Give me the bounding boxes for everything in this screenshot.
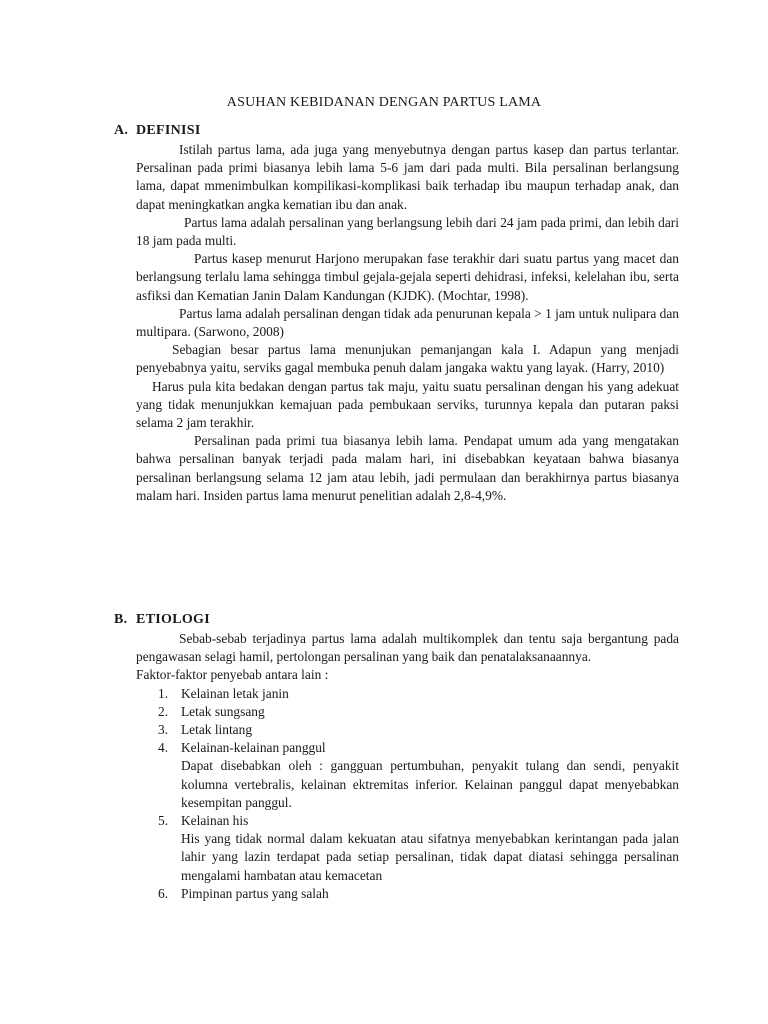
section-b-body: [136, 630, 679, 903]
definisi-paragraph-2: Partus lama adalah persalinan yang berlangsung lebih dari 24 jam pada primi, dan lebih dari 18 jam pada multi.: [136, 214, 679, 249]
section-a-title: DEFINISI: [136, 123, 201, 138]
list-item: [136, 812, 679, 885]
list-item: [136, 685, 679, 703]
list-item: [136, 885, 679, 903]
definisi-paragraph-6: Harus pula kita bedakan dengan partus tak maju, yaitu suatu persalinan dengan his yang adekuat yang tidak menunjukkan kemajuan pada pembukaan serviks, turunnya kepala dan putaran paksi selama 2 jam terakhir.: [136, 378, 679, 431]
definisi-paragraph-4: Partus lama adalah persalinan dengan tidak ada penurunan kepala > 1 jam untuk nulipara dan multipara. (Sarwono, 2008): [136, 305, 679, 340]
definisi-paragraph-3: Partus kasep menurut Harjono merupakan fase terakhir dari suatu partus yang macet dan berlangsung terlalu lama sehingga timbul gejala-gejala seperti dehidrasi, infeksi, kelelahan ibu, serta asfiksi dan Kematian Janin Dalam Kandungan (KJDK). (Mochtar, 1998).: [136, 251, 679, 303]
list-item-label: Letak sungsang: [181, 703, 265, 719]
list-item-number: 3.: [158, 722, 169, 738]
list-item-description: His yang tidak normal dalam kekuatan atau sifatnya menyebabkan kerintangan pada jalan lahir yang lazin terdapat pada setiap persalinan, tidak dapat diatasi sehingga persalinan mengalami hambatan atau kemacetan: [181, 831, 679, 883]
list-item-number: 2.: [158, 703, 169, 719]
list-item: [136, 721, 679, 739]
etiologi-factor-list: [136, 685, 679, 903]
section-a-heading: [114, 122, 201, 140]
list-item-number: 6.: [158, 885, 169, 901]
list-item-number: 4.: [158, 740, 169, 756]
section-a-number: A.: [114, 123, 129, 138]
list-item: [136, 739, 679, 812]
definisi-paragraph-7: Persalinan pada primi tua biasanya lebih lama. Pendapat umum ada yang mengatakan bahwa persalinan banyak terjadi pada malam hari, ini disebabkan keyataan bahwa biasanya persalinan berlangsung selama 12 jam atau lebih, jadi permulaan dan berakhirnya partus biasanya malam hari. Insiden partus lama menurut penelitian adalah 2,8-4,9%.: [136, 433, 679, 503]
list-item-description: Dapat disebabkan oleh : gangguan pertumbuhan, penyakit tulang dan sendi, penyakit kolumna vertebralis, kelainan ektremitas inferior. Kelainan panggul dapat menyebabkan kesempitan panggul.: [181, 758, 679, 810]
section-b-number: B.: [114, 612, 128, 627]
section-b-title: ETIOLOGI: [136, 612, 210, 627]
list-item: [136, 703, 679, 721]
definisi-paragraph-5: Sebagian besar partus lama menunjukan pemanjangan kala I. Adapun yang menjadi penyebabnya yaitu, serviks gagal membuka penuh dalam jangaka waktu yang layak. (Harry, 2010): [136, 342, 679, 376]
list-item-label: Kelainan his: [181, 813, 249, 829]
section-a-body: [136, 141, 679, 505]
section-b-heading: [114, 611, 210, 629]
list-item-label: Kelainan-kelainan panggul: [181, 740, 326, 756]
list-item-label: Letak lintang: [181, 722, 253, 738]
list-item-number: 5.: [158, 813, 169, 829]
list-item-number: 1.: [158, 685, 169, 701]
list-item-label: Kelainan letak janin: [181, 685, 289, 701]
etiologi-intro: Sebab-sebab terjadinya partus lama adalah multikomplek dan tentu saja bergantung pada pengawasan selagi hamil, pertolongan persalinan yang baik dan penatalaksanaannya.: [136, 631, 679, 665]
list-item-label: Pimpinan partus yang salah: [181, 885, 329, 901]
definisi-paragraph-1: Istilah partus lama, ada juga yang menyebutnya dengan partus kasep dan partus terlantar. Persalinan pada primi biasanya lebih lama 5-6 jam dari pada multi. Bila persalinan berlangsung lama, dapat mmenimbulkan kompilikasi-komplikasi baik terhadap ibu maupun terhadap anak, dan dapat meningkatkan angka kematian ibu dan anak.: [136, 142, 679, 212]
document-title: ASUHAN KEBIDANAN DENGAN PARTUS LAMA: [226, 95, 542, 110]
etiologi-list-intro: Faktor-faktor penyebab antara lain :: [136, 667, 329, 683]
